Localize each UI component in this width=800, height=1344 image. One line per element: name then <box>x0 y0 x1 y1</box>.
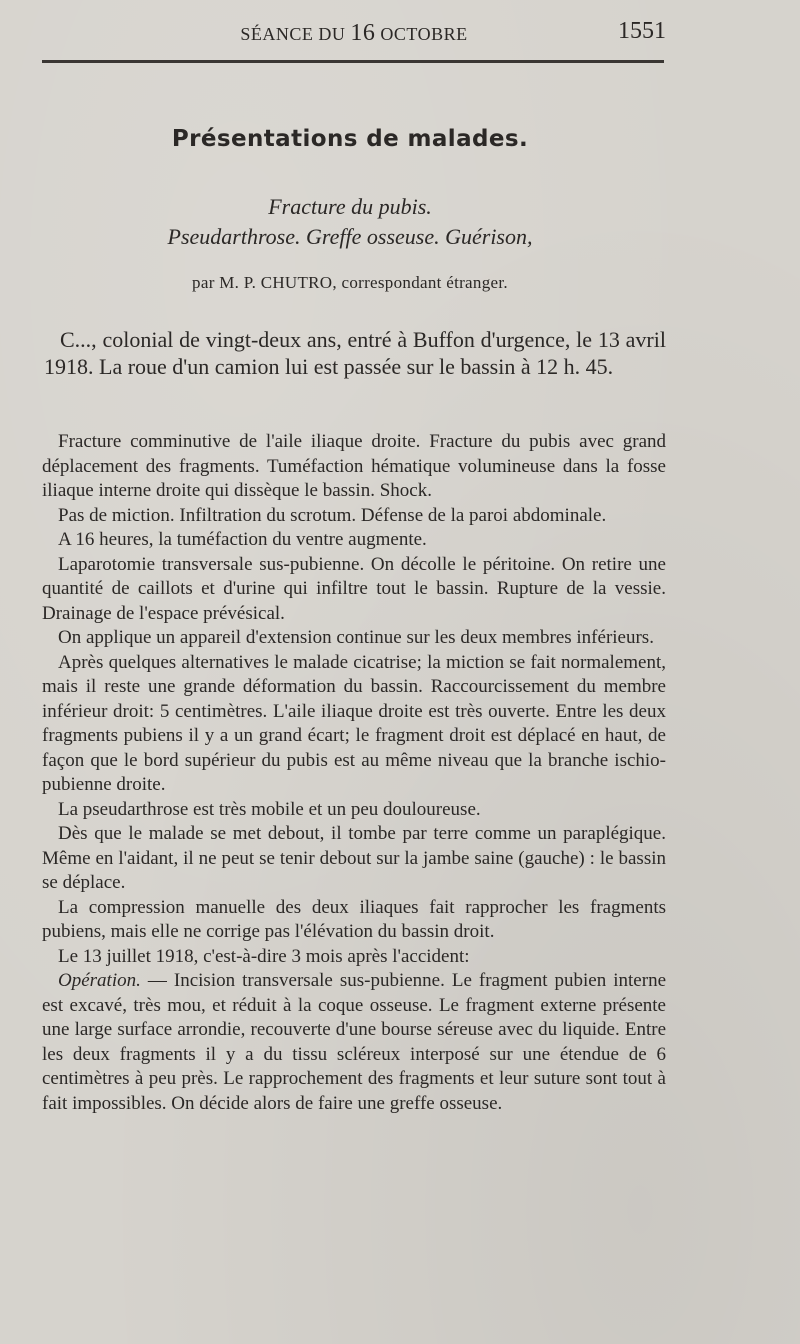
section-heading: Présentations de malades. <box>171 126 529 152</box>
operation-paragraph <box>42 969 666 1116</box>
running-head-title <box>44 20 664 47</box>
paragraph: La compression manuelle des deux iliaques fait rapprocher les fragments pubiens, mais elle ne corrige pas l'élévation du bassin droit. <box>42 896 666 942</box>
lead-paragraph: C..., colonial de vingt-deux ans, entré à Buffon d'urgence, le 13 avril 1918. La roue d'un camion lui est passée sur le bassin à 12 h. 45. <box>44 327 666 379</box>
paragraph: A 16 heures, la tuméfaction du ventre augmente. <box>58 529 427 550</box>
article-title-line-1: Fracture du pubis. <box>268 194 432 219</box>
author-byline: par M. P. CHUTRO, correspondant étranger. <box>192 273 508 292</box>
running-head-suffix: OCTOBRE <box>380 24 468 44</box>
paragraph: Fracture comminutive de l'aile iliaque droite. Fracture du pubis avec grand déplacement des fragments. Tuméfaction hématique volumineuse dans la fosse iliaque interne droite qui dissèque le bassin. Shock. <box>42 431 666 501</box>
running-head-prefix: SÉANCE DU <box>240 24 346 44</box>
paragraph: Après quelques alternatives le malade cicatrise; la miction se fait normalement, mais il reste une grande déformation du bassin. Raccourcissement du membre inférieur droit: 5 centimètres. L'aile iliaque droite est très ouverte. Entre les deux fragments pubiens il y a un grand écart; le fragment droit est déplacé en haut, de façon que le bord supérieur du pubis est au même niveau que la branche ischio-pubienne droite. <box>42 651 666 795</box>
operation-separator: — <box>140 970 174 991</box>
running-head-day: 16 <box>350 20 376 46</box>
operation-text: Incision transversale sus-pubienne. Le fragment pubien interne est excavé, très mou, et réduit à la coque osseuse. Le fragment externe présente une large surface arrondie, recouverte d'une bourse séreuse avec du liquide. Entre les deux fragments il y a du tissu scléreux interposé sur une étendue de 6 centimètres à peu près. Le rapprochement des fragments et leur suture sont tout à fait impossibles. On décide alors de faire une greffe osseuse. <box>42 970 666 1114</box>
lead-paragraph-block <box>44 326 666 380</box>
paragraph: Le 13 juillet 1918, c'est-à-dire 3 mois après l'accident: <box>58 945 470 967</box>
paragraph: Laparotomie transversale sus-pubienne. On décolle le péritoine. On retire une quantité de caillots et d'urine qui infiltre tout le bassin. Rupture de la vessie. Drainage de l'espace prévésical. <box>42 553 666 624</box>
header-rule <box>42 60 664 63</box>
paragraph: La pseudarthrose est très mobile et un peu douloureuse. <box>58 798 481 820</box>
paragraph: Pas de miction. Infiltration du scrotum. Défense de la paroi abdominale. <box>58 504 607 526</box>
page-number: 1551 <box>618 18 666 44</box>
article-title-line-2: Pseudarthrose. Greffe osseuse. Guérison, <box>167 224 533 249</box>
operation-label: Opération. <box>58 970 141 991</box>
running-head <box>44 18 664 46</box>
body-text <box>42 430 666 1116</box>
paragraph: On applique un appareil d'extension continue sur les deux membres inférieurs. <box>58 627 654 648</box>
paragraph: Dès que le malade se met debout, il tombe par terre comme un paraplégique. Même en l'aidant, il ne peut se tenir debout sur la jambe saine (gauche) : le bassin se déplace. <box>42 823 666 893</box>
